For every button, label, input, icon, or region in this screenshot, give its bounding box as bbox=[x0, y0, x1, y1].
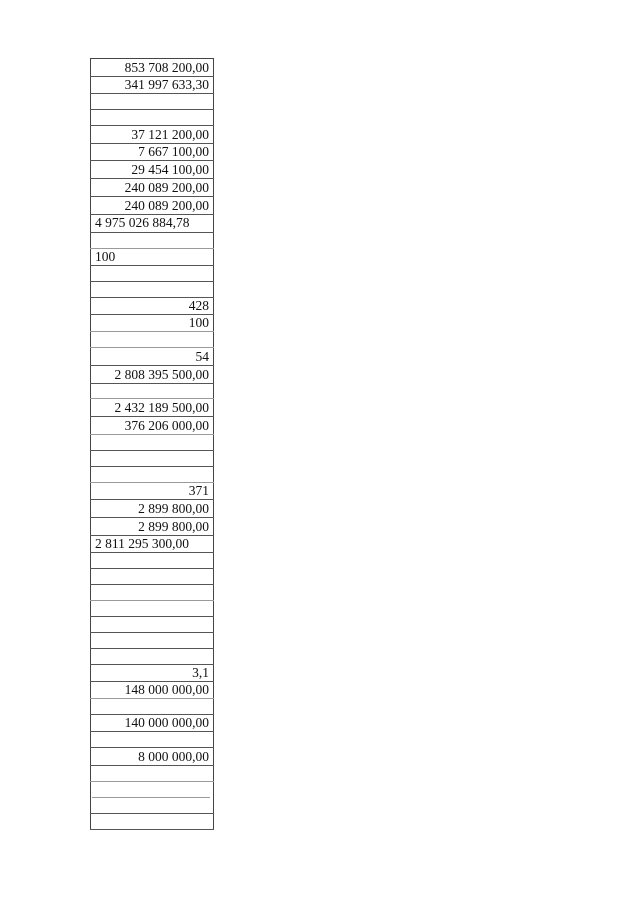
cell-value: 240 089 200,00 bbox=[124, 198, 209, 213]
cell-value: 37 121 200,00 bbox=[131, 127, 209, 142]
row-divider bbox=[90, 829, 214, 830]
row-divider bbox=[92, 797, 210, 798]
row-divider bbox=[90, 632, 214, 633]
cell-value: 148 000 000,00 bbox=[124, 682, 209, 697]
cell-value: 2 899 800,00 bbox=[138, 501, 209, 516]
row-divider bbox=[90, 813, 214, 814]
row-divider bbox=[90, 747, 214, 748]
cell-value: 2 808 395 500,00 bbox=[114, 367, 209, 382]
cell-value: 376 206 000,00 bbox=[124, 418, 209, 433]
cell-value: 8 000 000,00 bbox=[138, 749, 209, 764]
cell-value: 341 997 633,30 bbox=[124, 77, 209, 92]
row-divider bbox=[90, 383, 214, 384]
cell-value: 240 089 200,00 bbox=[124, 180, 209, 195]
row-divider bbox=[90, 331, 214, 332]
row-divider bbox=[90, 731, 214, 732]
cell-value: 100 bbox=[95, 249, 116, 264]
row-divider bbox=[90, 517, 214, 518]
row-divider bbox=[90, 584, 214, 585]
cell-value: 140 000 000,00 bbox=[124, 715, 209, 730]
cell-value: 29 454 100,00 bbox=[131, 162, 209, 177]
row-divider bbox=[90, 109, 214, 110]
row-divider bbox=[90, 347, 214, 348]
cell-value: 853 708 200,00 bbox=[124, 60, 209, 75]
cell-value: 100 bbox=[188, 315, 209, 330]
cell-value: 2 432 189 500,00 bbox=[114, 400, 209, 415]
row-divider bbox=[90, 499, 214, 500]
row-divider bbox=[90, 265, 214, 266]
cell-value: 2 899 800,00 bbox=[138, 519, 209, 534]
cell-value: 2 811 295 300,00 bbox=[95, 536, 189, 551]
cell-value: 4 975 026 884,78 bbox=[95, 215, 190, 230]
row-divider bbox=[90, 568, 214, 569]
row-divider bbox=[90, 196, 214, 197]
row-divider bbox=[90, 765, 214, 766]
row-divider bbox=[90, 466, 214, 467]
row-divider bbox=[90, 552, 214, 553]
row-divider bbox=[90, 416, 214, 417]
row-divider bbox=[90, 178, 214, 179]
row-divider bbox=[90, 160, 214, 161]
cell-value: 7 667 100,00 bbox=[138, 144, 209, 159]
row-divider bbox=[90, 450, 214, 451]
row-divider bbox=[90, 125, 214, 126]
cell-value: 428 bbox=[188, 298, 209, 313]
row-divider bbox=[90, 600, 214, 601]
row-divider bbox=[90, 365, 214, 366]
row-divider bbox=[90, 93, 214, 94]
cell-value: 54 bbox=[195, 349, 209, 364]
row-divider bbox=[90, 648, 214, 649]
row-divider bbox=[90, 616, 214, 617]
row-divider bbox=[90, 698, 214, 699]
row-divider bbox=[90, 232, 214, 233]
row-divider bbox=[90, 281, 214, 282]
cell-value: 3,1 bbox=[192, 665, 209, 680]
row-divider bbox=[90, 398, 214, 399]
cell-value: 371 bbox=[188, 483, 209, 498]
row-divider bbox=[90, 781, 214, 782]
row-divider bbox=[90, 434, 214, 435]
